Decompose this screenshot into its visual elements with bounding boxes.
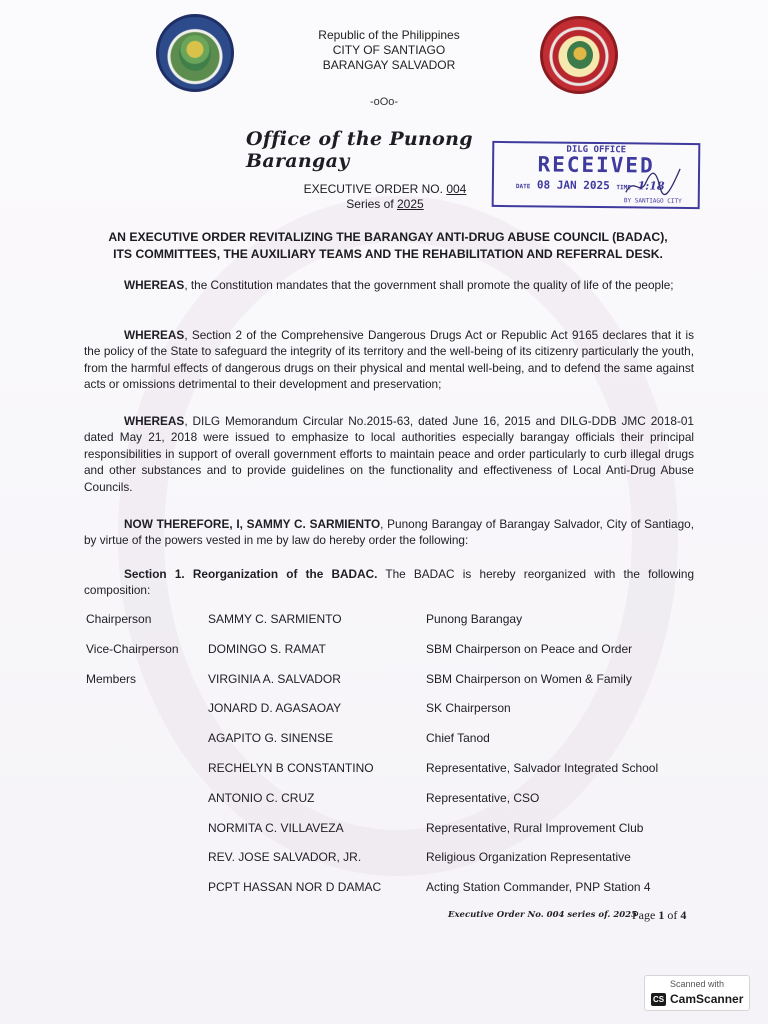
city-seal-logo: [540, 16, 618, 94]
member-position: Religious Organization Representative: [426, 850, 631, 865]
section-1-paragraph: [84, 566, 694, 599]
barangay-seal-logo: [156, 14, 234, 92]
paragraph-lead: NOW THEREFORE, I, SAMMY C. SARMIENTO: [124, 517, 381, 531]
member-position: Representative, Salvador Integrated School: [426, 760, 659, 775]
member-position: Representative, Rural Improvement Club: [426, 820, 644, 835]
member-row: [86, 880, 706, 910]
page-of: of: [667, 908, 678, 922]
member-row: [86, 642, 706, 672]
order-title-line1: AN EXECUTIVE ORDER REVITALIZING THE BARANGAY ANTI-DRUG ABUSE COUNCIL (BADAC),: [108, 230, 668, 244]
stamp-time: 1:18: [637, 179, 665, 193]
member-name: RECHELYN B CONSTANTINO: [208, 760, 374, 775]
executive-order-heading: [270, 182, 500, 212]
page-current: 1: [658, 908, 665, 922]
member-position: SBM Chairperson on Peace and Order: [426, 641, 633, 656]
member-row: [86, 850, 706, 880]
member-position: Representative, CSO: [426, 790, 540, 805]
stamp-time-prefix: TIME: [616, 184, 631, 192]
member-position: SK Chairperson: [426, 701, 511, 716]
letterhead-republic: Republic of the Philippines: [318, 28, 460, 42]
member-name: VIRGINIA A. SALVADOR: [208, 671, 341, 686]
paragraph-text: , the Constitution mandates that the government shall promote the quality of life of the people;: [184, 278, 674, 292]
page-total: 4: [680, 908, 687, 922]
member-role: Chairperson: [86, 612, 152, 626]
badac-composition-list: [86, 612, 706, 910]
member-name: PCPT HASSAN NOR D DAMAC: [208, 880, 382, 895]
seal-emblem-icon: [567, 41, 593, 69]
office-title: Office of the Punong Barangay: [246, 128, 473, 172]
received-stamp: [492, 141, 701, 209]
letterhead-city: CITY OF SANTIAGO: [332, 43, 446, 57]
footer-order-reference: Executive Order No. 004 series of. 2025: [448, 910, 638, 920]
paragraph-text: , Punong Barangay of Barangay Salvador, City of Santiago, by virtue of the powers vested in me by law do hereby order the following:: [84, 517, 694, 548]
paragraph-lead: WHEREAS: [124, 328, 185, 342]
member-name: ANTONIO C. CRUZ: [208, 790, 315, 805]
order-title-line2: ITS COMMITTEES, THE AUXILIARY TEAMS AND THE REHABILITATION AND REFERRAL DESK.: [113, 247, 663, 261]
eo-series-label: Series of: [346, 197, 394, 211]
camscanner-logo-icon: CS: [652, 995, 665, 1004]
member-row: [86, 821, 706, 851]
member-position: SBM Chairperson on Women & Family: [426, 671, 632, 686]
stamp-date-prefix: DATE: [515, 183, 531, 191]
whereas-paragraph-3: [84, 413, 694, 495]
member-row: [86, 672, 706, 702]
stamp-office: DILG OFFICE: [566, 144, 627, 156]
stamp-status: RECEIVED: [537, 152, 655, 178]
member-role: Members: [86, 671, 137, 686]
member-row: [86, 701, 706, 731]
member-name: DOMINGO S. RAMAT: [208, 641, 326, 656]
paragraph-lead: Section 1. Reorganization of the BADAC.: [124, 567, 378, 581]
member-row: [86, 791, 706, 821]
letterhead: [264, 28, 514, 73]
letterhead-barangay: BARANGAY SALVADOR: [322, 58, 456, 72]
member-name: REV. JOSE SALVADOR, JR.: [208, 850, 362, 865]
order-title: [78, 229, 698, 263]
member-name: NORMITA C. VILLAVEZA: [208, 820, 344, 835]
member-position: Chief Tanod: [426, 731, 490, 746]
paragraph-text: , Section 2 of the Comprehensive Dangerous Drugs Act or Republic Act 9165 declares that it is the policy of the State to safeguard the integrity of its territory and the well-being of its citizenry particularly the youth, from the harmful effects of dangerous drugs on their physical and mental well-being, and to defend the same against acts or omissions detrimental to their development and preservation;: [84, 328, 694, 392]
member-position: Punong Barangay: [426, 612, 523, 626]
eo-year: 2025: [397, 197, 424, 211]
member-role: Vice-Chairperson: [86, 641, 179, 656]
whereas-paragraph-2: [84, 327, 694, 393]
eo-number: 004: [446, 182, 467, 196]
member-name: AGAPITO G. SINENSE: [208, 731, 334, 746]
member-row: [86, 612, 706, 642]
header-divider: -oOo-: [369, 96, 399, 108]
camscanner-badge: [644, 975, 750, 1011]
scanner-caption: Scanned with: [669, 979, 725, 989]
page-word: Page: [632, 908, 656, 922]
stamp-signature-icon: [622, 162, 684, 199]
whereas-paragraph-1: [84, 277, 694, 293]
member-name: SAMMY C. SARMIENTO: [208, 612, 342, 626]
member-row: [86, 761, 706, 791]
now-therefore-paragraph: [84, 516, 694, 549]
page-number: [632, 908, 686, 923]
stamp-by: BY: [623, 197, 632, 205]
paragraph-lead: WHEREAS: [124, 414, 185, 428]
paragraph-lead: WHEREAS: [124, 278, 185, 292]
member-name: JONARD D. AGASAOAY: [208, 701, 342, 716]
member-row: [86, 731, 706, 761]
stamp-date: 08 JAN 2025: [536, 178, 610, 193]
member-position: Acting Station Commander, PNP Station 4: [426, 880, 651, 895]
eo-label: EXECUTIVE ORDER NO.: [303, 182, 443, 196]
seal-emblem-icon: [179, 35, 211, 71]
scanner-app-name: CamScanner: [670, 992, 744, 1006]
paragraph-text: , DILG Memorandum Circular No.2015-63, dated June 16, 2015 and DILG-DDB JMC 2018-01 dated May 21, 2018 were issued to emphasize to local authorities especially barangay officials their principal responsibilities in support of overall government efforts to maintain peace and order particularly to curb illegal drugs and other substances and to provide guidelines on the functionality and effectiveness of Local Anti-Drug Abuse Councils.: [84, 414, 694, 494]
stamp-place: SANTIAGO CITY: [634, 197, 682, 205]
paragraph-text: The BADAC is hereby reorganized with the following composition:: [84, 567, 695, 598]
